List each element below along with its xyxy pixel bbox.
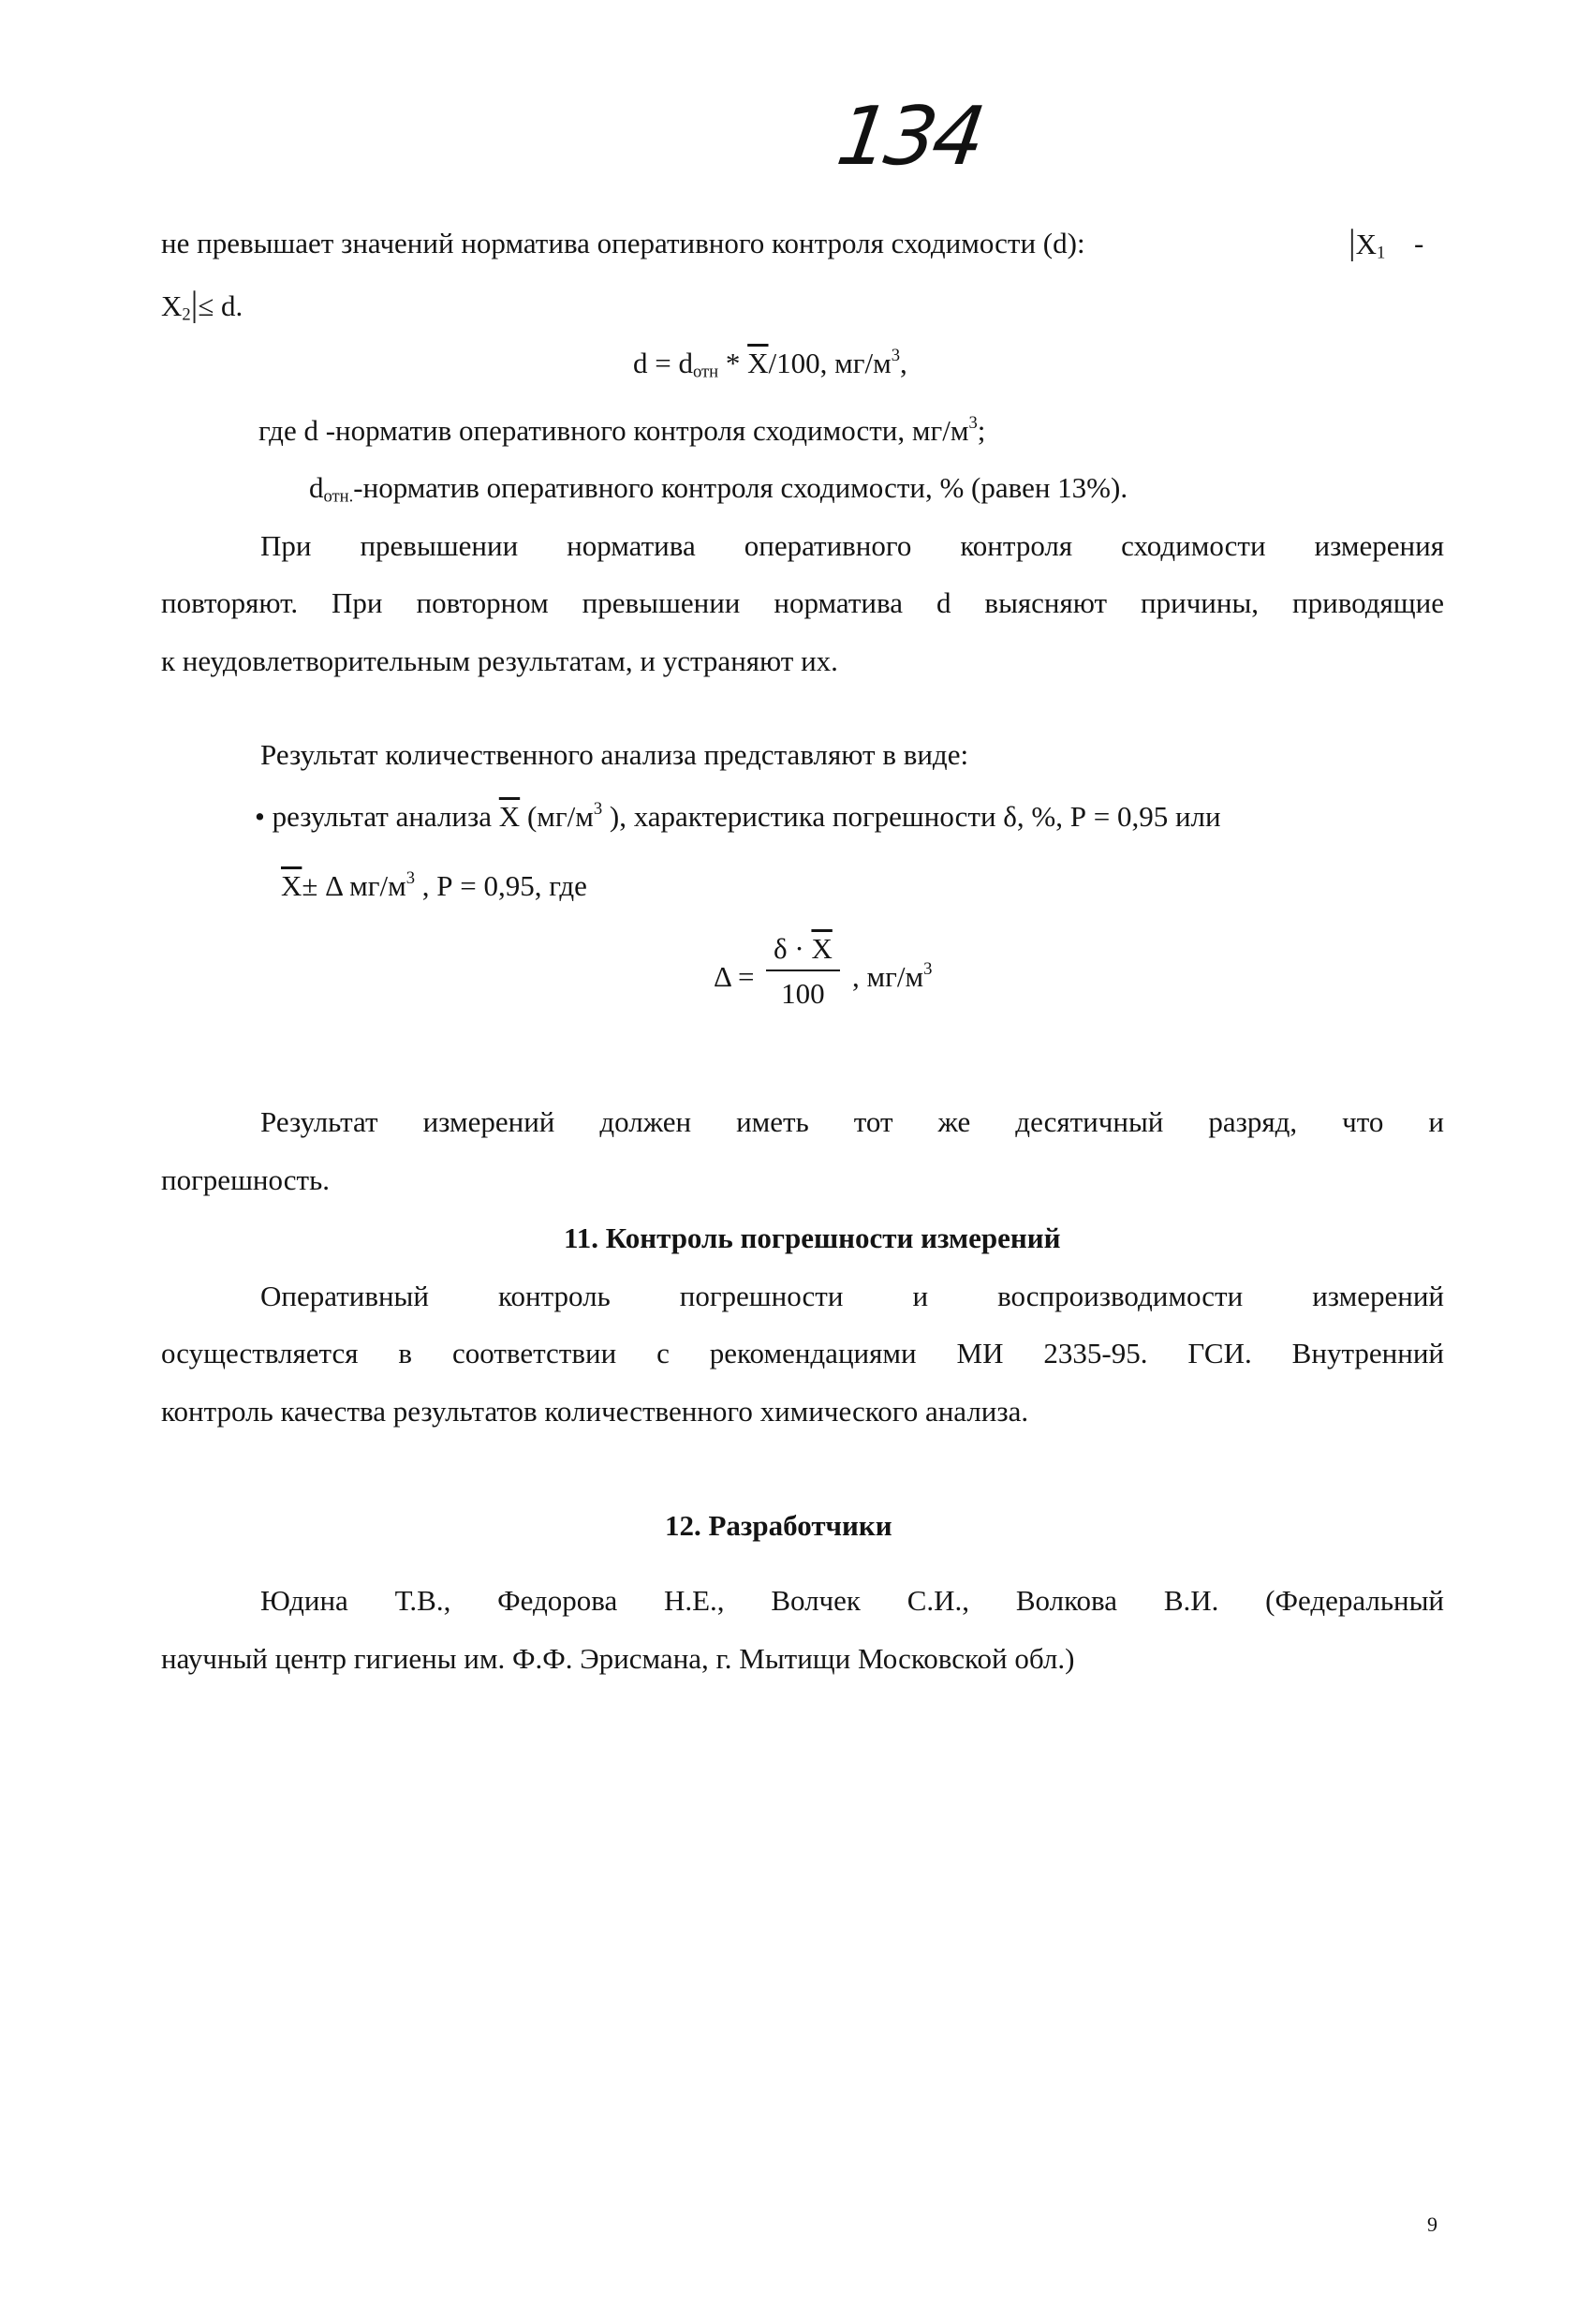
intro-line-2: $X_2|\le d$. <box>161 285 243 325</box>
delta-numerator <box>766 932 840 971</box>
bullet-marker: • <box>255 800 265 833</box>
bullet-xbar: $\overline{X}$ <box>498 800 521 833</box>
para-exceed-line-2: повторяют. При повторном превышении норматива d выясняют причины, приводящие <box>161 586 1444 619</box>
delta-unit-sup: 3 <box>923 958 933 979</box>
formula-d-end: , <box>900 347 907 379</box>
para-decimal-line-1: Результат измерений должен иметь тот же десятичный разряд, что и <box>260 1105 1444 1138</box>
abs-x1-sub: 1 <box>1377 243 1386 263</box>
definition-d <box>258 412 986 447</box>
xpm-xbar: $\overline{X}$ <box>281 869 302 902</box>
section-12-line-2: научный центр гигиены им. Ф.Ф. Эрисмана, г. Мытищи Московской обл.) <box>161 1642 1075 1675</box>
bullet-text-1: результат анализа <box>272 800 499 833</box>
delta-num-delta: δ · <box>774 932 812 965</box>
xpm-text-2: , Р = 0,95, где <box>415 869 587 902</box>
definition-d-rel-sub: отн. <box>323 486 354 507</box>
xpm-text-1: ± Δ мг/м <box>302 869 406 902</box>
result-intro: Результат количественного анализа представляют в виде: <box>260 738 969 771</box>
formula-d-xbar: $\overline{X}$ <box>747 347 769 379</box>
delta-num-xbar: $\overline{X}$ <box>811 932 833 965</box>
handwritten-page-number: 134 <box>831 90 988 184</box>
delta-unit-text: , мг/м <box>852 960 924 993</box>
para-decimal-line-2: погрешность. <box>161 1163 330 1196</box>
section-11-heading: 11. Контроль погрешности измерений <box>564 1221 1061 1254</box>
footer-page-number: 9 <box>1427 2213 1437 2236</box>
abs-dash: - <box>1414 227 1424 259</box>
x2: X <box>161 289 183 322</box>
section-12-heading: 12. Разработчики <box>665 1509 892 1542</box>
formula-d-sup: 3 <box>891 345 900 365</box>
para-exceed-line-1: При превышении норматива оперативного контроля сходимости измерения <box>260 529 1444 562</box>
definition-d-end: ; <box>977 414 986 447</box>
x2-sub: 2 <box>182 304 191 325</box>
formula-d-sub: отн <box>692 362 719 382</box>
formula-d-mult: * <box>718 347 748 379</box>
formula-d-lhs: d = d <box>633 347 693 379</box>
section-12-line-1: Юдина Т.В., Федорова Н.Е., Волчек С.И., Волкова В.И. (Федеральный <box>260 1584 1444 1617</box>
definition-d-sup: 3 <box>968 412 978 433</box>
delta-lhs: Δ = <box>714 960 755 993</box>
delta-unit <box>852 958 933 993</box>
bullet-text-3: ), характеристика погрешности δ, %, Р = 0,95 или <box>602 800 1221 833</box>
definition-d-rel <box>309 471 1128 507</box>
intro-text: не превышает значений норматива оперативного контроля сходимости (d): <box>161 227 1085 259</box>
bullet-text-2: (мг/м <box>520 800 594 833</box>
xpm-sup: 3 <box>405 867 415 888</box>
formula-d-rest: /100, мг/м <box>768 347 892 379</box>
section-11-line-3: контроль качества результатов количественного химического анализа. <box>161 1395 1029 1428</box>
para-exceed-line-3: к неудовлетворительным результатам, и устраняют их. <box>161 644 838 677</box>
definition-d-rel-text: -норматив оперативного контроля сходимости, % (равен 13%). <box>353 471 1128 504</box>
abs-x1: X <box>1355 228 1377 260</box>
section-11-line-2: осуществляется в соответствии с рекомендациями МИ 2335-95. ГСИ. Внутренний <box>161 1337 1444 1369</box>
definition-d-text: где d -норматив оперативного контроля сходимости, мг/м <box>258 414 969 447</box>
bullet-sup: 3 <box>593 798 603 819</box>
definition-d-rel-symbol: d <box>309 471 324 504</box>
formula-d <box>633 345 907 382</box>
le-d: ≤ d. <box>198 289 243 322</box>
intro-line-1 <box>161 229 1085 258</box>
section-11-line-1: Оперативный контроль погрешности и воспроизводимости измерений <box>260 1280 1444 1312</box>
abs-expression: $|X_1$ <box>1349 223 1386 263</box>
delta-fraction <box>766 932 840 1011</box>
bullet-result <box>255 798 1221 833</box>
delta-denominator: 100 <box>781 977 825 1010</box>
xbar-pm-line <box>281 867 587 902</box>
